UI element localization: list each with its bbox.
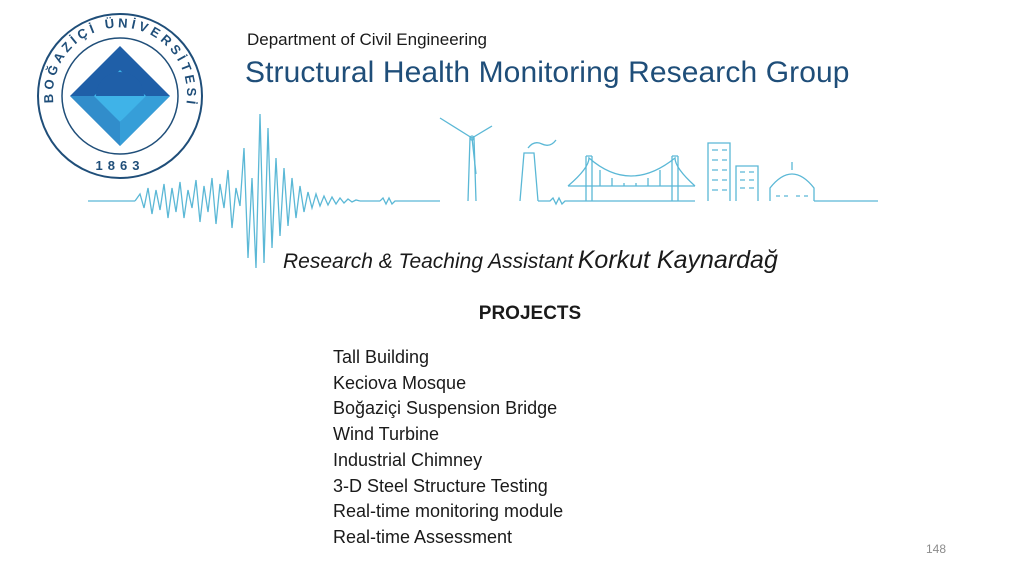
project-item: Keciova Mosque: [333, 372, 467, 393]
svg-text:1863: 1863: [95, 158, 145, 173]
project-item: Real-time monitoring module: [333, 501, 564, 522]
project-item: Boğaziçi Suspension Bridge: [333, 398, 558, 419]
projects-heading: PROJECTS: [478, 303, 582, 324]
project-item: Wind Turbine: [333, 424, 440, 445]
project-item: Real-time Assessment: [333, 526, 513, 547]
projects-list: [333, 345, 563, 551]
project-item: Tall Building: [333, 347, 430, 367]
svg-text:BOĞAZİÇİ ÜNİVERSİTESİ: BOĞAZİÇİ ÜNİVERSİTESİ: [40, 15, 200, 109]
assistant-credit: [283, 246, 778, 275]
assistant-role: Research & Teaching Assistant: [283, 250, 574, 273]
research-group-title: Structural Health Monitoring Research Group: [245, 56, 850, 89]
assistant-name: Korkut Kaynardağ: [577, 246, 778, 274]
project-item: Industrial Chimney: [333, 449, 483, 470]
page-number: 148: [926, 542, 947, 556]
department-name: Department of Civil Engineering: [247, 30, 488, 49]
project-item: 3-D Steel Structure Testing: [333, 475, 548, 496]
